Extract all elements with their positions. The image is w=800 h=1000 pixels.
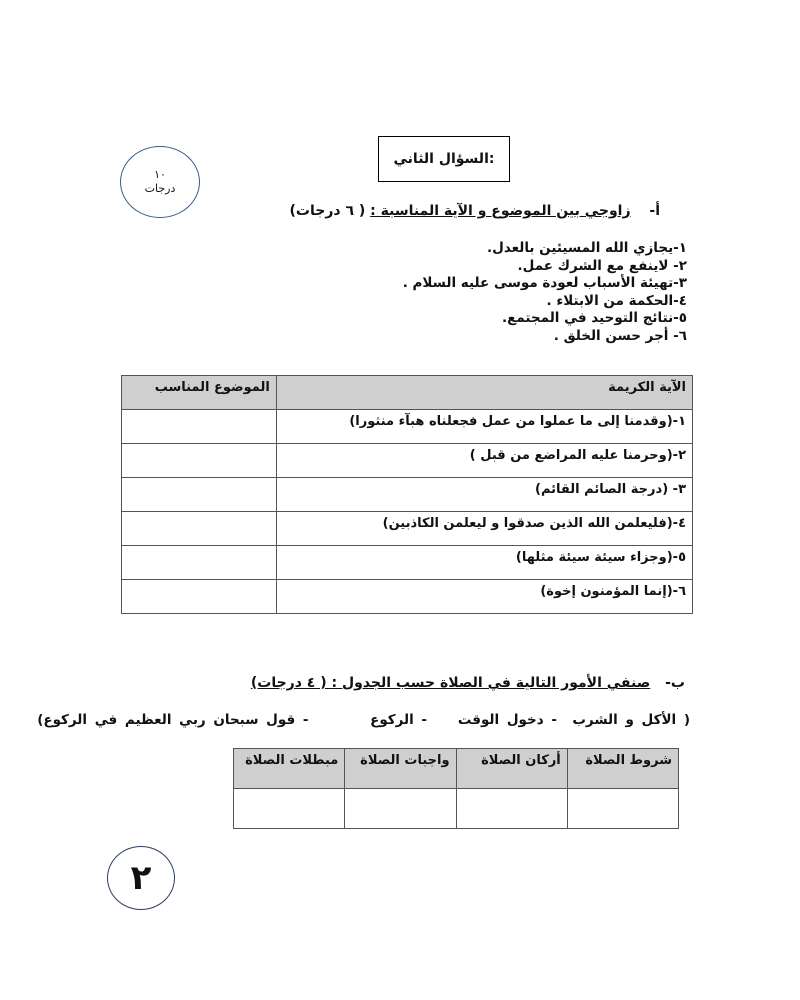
header-ayah: الآية الكريمة [276,376,692,410]
section-b-prefix: ب- [665,675,685,691]
header-pillars: أركان الصلاة [456,749,567,789]
header-conditions: شروط الصلاة [567,749,678,789]
section-a-instruction [290,203,661,219]
section-a-instruction-text: زاوجي بين الموضوع و الآية المناسبة : [370,203,631,219]
topic-answer-cell[interactable] [122,444,277,478]
question-title: السؤال الثاني: [393,151,495,167]
classification-table-header [234,749,679,789]
header-topic: الموضوع المناسب [122,376,277,410]
topic-answer-cell[interactable] [122,546,277,580]
ayah-cell: ٤-(فليعلمن الله الذين صدقوا و ليعلمن الكاذبين) [276,512,692,546]
ayah-cell: ١-(وقدمنا إلى ما عملوا من عمل فجعلناه هبآء منثورا) [276,410,692,444]
topic-item: ٣-تهيئة الأسباب لعودة موسى عليه السلام . [402,275,687,292]
table-row [122,546,693,580]
topics-list [403,240,687,346]
classification-answer-cell[interactable] [456,789,567,829]
topic-answer-cell[interactable] [122,478,277,512]
ayah-cell: ٢-(وحرمنا عليه المراضع من قبل ) [276,444,692,478]
grade-unit: درجات [144,182,176,195]
header-obligations: واجبات الصلاة [345,749,456,789]
table-row [122,580,693,614]
table-row [122,444,693,478]
classification-answer-cell[interactable] [567,789,678,829]
ayah-cell: ٣- (درجة الصائم القائم) [276,478,692,512]
page-number-circle [107,846,175,910]
topic-answer-cell[interactable] [122,580,277,614]
table-row [122,410,693,444]
topic-item: ٥-نتائج التوحيد في المجتمع. [502,310,687,327]
topic-item: ٦- أجر حسن الخلق . [553,327,687,344]
topic-item: ٤-الحكمة من الابتلاء . [546,292,687,309]
matching-table-header [122,376,693,410]
page-number: ٢ [130,858,152,898]
classification-answer-cell[interactable] [345,789,456,829]
ayah-cell: ٦-(إنما المؤمنون إخوة) [276,580,692,614]
ayah-cell: ٥-(وجزاء سيئة سيئة مثلها) [276,546,692,580]
section-a-prefix: أ- [649,203,660,219]
topic-item: ٢- لاينفع مع الشرك عمل. [517,257,687,274]
header-invalidators: مبطلات الصلاة [234,749,345,789]
classification-table [233,748,679,829]
topic-answer-cell[interactable] [122,410,277,444]
matching-table [121,375,693,614]
grade-circle [120,146,200,218]
table-row [234,789,679,829]
section-b-instruction [251,675,685,691]
topic-item: ١-يجازي الله المسيئين بالعدل. [487,240,687,256]
grade-number: ١٠ [154,168,166,181]
table-row [122,512,693,546]
section-a-points: ( ٦ درجات) [289,203,366,219]
table-row [122,478,693,512]
section-b-instruction-text: صنفي الأمور التالية في الصلاة حسب الجدول : ( ٤ درجات) [250,675,651,691]
classification-answer-cell[interactable] [234,789,345,829]
topic-answer-cell[interactable] [122,512,277,546]
items-to-classify: ( الأكل و الشرب - دخول الوقت - الركوع - قول سبحان ربي العظيم في الركوع) [37,712,690,728]
question-title-box [378,136,510,182]
